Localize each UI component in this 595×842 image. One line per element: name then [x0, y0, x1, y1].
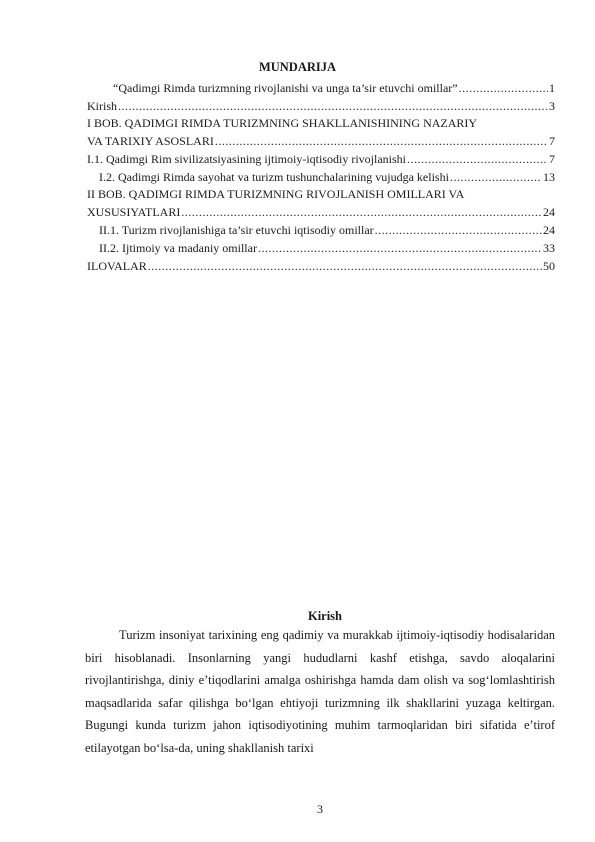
toc-entry-page: 3 — [549, 99, 555, 113]
body-paragraph: Turizm insoniyat tarixining eng qadimiy va murakkab ijtimoiy-iqtisodiy hodisalaridan biri hisoblanadi. Insonlarning yangi hududlarni kashf etishga, savdo aloqalarini rivojlantirishga, diniy e’tiqodlarini amalga oshirishga hamda dam olish va sog‘lomlashtirish maqsadlarida safar qilishga bo‘lgan ehtiyoji turizmning ilk shakllarini yuzaga keltirgan. Bugungi kunda turizm jahon iqtisodiyotining muhim tarmoqlaridan biri sifatida e’tirof etilayotgan bo‘lsa-da, uning shakllanish tarixi — [85, 628, 555, 755]
toc-leader-dots — [215, 132, 548, 150]
toc-entry-text: II BOB. QADIMGI RIMDA TURIZMNING RIVOJLANISH OMILLARI VA — [87, 187, 465, 201]
toc-leader-dots — [459, 79, 548, 97]
toc-entry-page: 50 — [543, 259, 555, 273]
toc-entry-page: 1 — [549, 81, 555, 95]
toc-entry[interactable] — [87, 97, 555, 115]
toc-entry[interactable] — [87, 150, 555, 168]
toc-chapter-heading[interactable] — [87, 115, 555, 132]
toc-leader-dots — [375, 221, 542, 239]
toc-title: MUNDARIJA — [258, 60, 337, 74]
toc-entry-page: 7 — [549, 152, 555, 166]
toc-entry-text: VA TARIXIY ASOSLARI — [87, 134, 214, 148]
toc-entry-text: II.1. Turizm rivojlanishiga ta’sir etuvchi iqtisodiy omillar — [99, 223, 374, 237]
toc-entry-text: ILOVALAR — [87, 259, 147, 273]
section-title: Kirish — [307, 609, 343, 623]
toc-leader-dots — [450, 168, 542, 186]
toc-entry[interactable] — [87, 203, 555, 221]
toc-chapter-heading[interactable] — [87, 186, 555, 203]
toc-leader-dots — [407, 150, 548, 168]
toc-entry[interactable] — [87, 132, 555, 150]
toc-entry-text: I BOB. QADIMGI RIMDA TURIZMNING SHAKLLANISHINING NAZARIY — [87, 116, 478, 130]
toc-leader-dots — [181, 203, 542, 221]
toc-entry-page: 13 — [543, 170, 555, 184]
table-of-contents — [87, 79, 555, 275]
toc-entry-page: 33 — [543, 241, 555, 255]
toc-entry-text: I.2. Qadimgi Rimda sayohat va turizm tushunchalarining vujudga kelishi — [99, 170, 449, 184]
page-number: 3 — [317, 802, 323, 816]
toc-entry[interactable] — [87, 168, 555, 186]
toc-leader-dots — [118, 97, 548, 115]
toc-entry-text: XUSUSIYATLARI — [87, 205, 181, 219]
toc-entry-page: 7 — [549, 134, 555, 148]
toc-entry[interactable] — [87, 79, 555, 97]
toc-entry-text: I.1. Qadimgi Rim sivilizatsiyasining ijtimoiy-iqtisodiy rivojlanishi — [87, 152, 406, 166]
toc-entry-text: II.2. Ijtimoiy va madaniy omillar — [99, 241, 257, 255]
toc-leader-dots — [148, 257, 542, 275]
toc-entry-page: 24 — [543, 223, 555, 237]
toc-leader-dots — [258, 239, 542, 257]
toc-entry-page: 24 — [543, 205, 555, 219]
toc-entry[interactable] — [87, 257, 555, 275]
toc-entry[interactable] — [87, 239, 555, 257]
toc-entry[interactable] — [87, 221, 555, 239]
toc-entry-text: Kirish — [87, 99, 117, 113]
toc-entry-text: “Qadimgi Rimda turizmning rivojlanishi va unga ta’sir etuvchi omillar” — [113, 81, 458, 95]
